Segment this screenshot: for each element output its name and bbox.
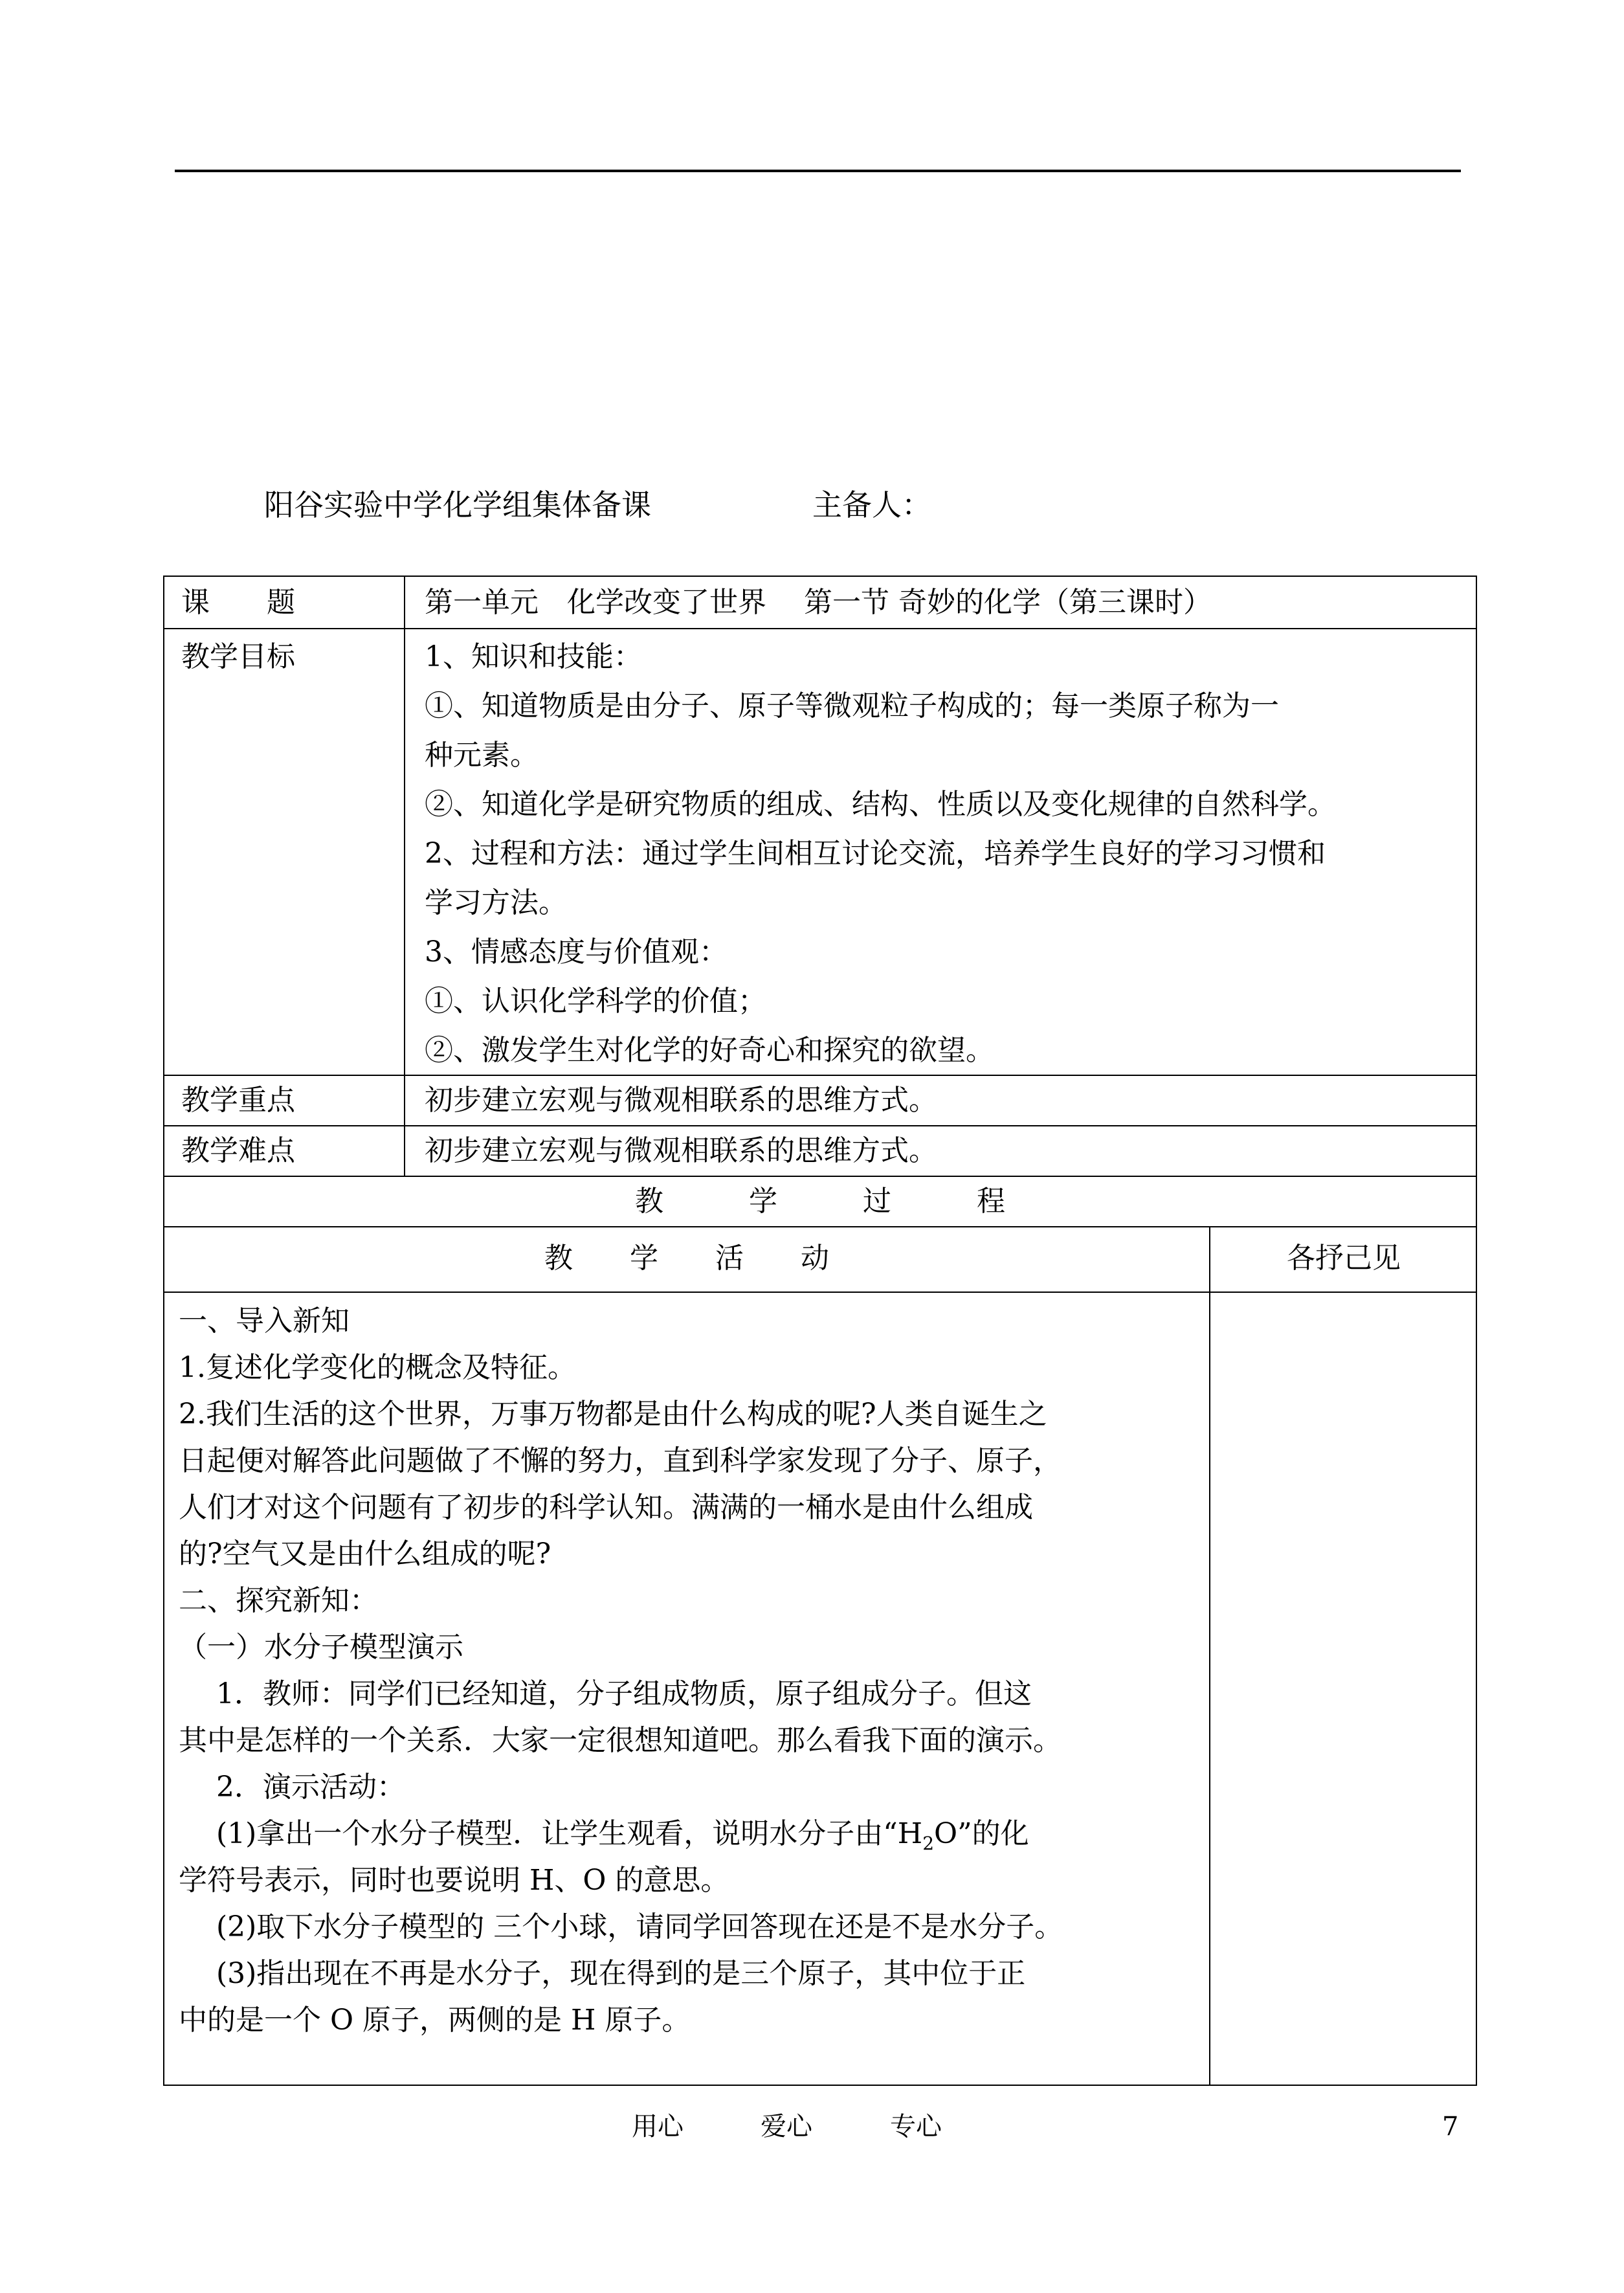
topic-label: 课 题	[181, 586, 295, 619]
process-line: 1．教师：同学们已经知道，分子组成物质，原子组成分子。但这	[179, 1677, 1032, 1710]
process-line: 二、探究新知：	[179, 1584, 378, 1617]
objective-line: 学习方法。	[425, 886, 567, 919]
formula-tail: O”的化	[934, 1817, 1029, 1850]
school-heading: 阳谷实验中学化学组集体备课	[264, 487, 651, 522]
process-line: 2.我们生活的这个世界，万事万物都是由什么构成的呢?人类自诞生之	[179, 1398, 1047, 1431]
col-divider	[1209, 1226, 1210, 2085]
key-point-label: 教学重点	[181, 1084, 295, 1117]
page-number: 7	[1442, 2112, 1459, 2142]
footer-motto-2: 爱心	[761, 2112, 812, 2142]
process-line: 人们才对这个问题有了初步的科学认知。满满的一桶水是由什么组成	[179, 1491, 1033, 1524]
process-line: (2)取下水分子模型的 三个小球，请同学回答现在还是不是水分子。	[179, 1910, 1063, 1943]
process-line: 日起便对解答此问题做了不懈的努力，直到科学家发现了分子、原子，	[179, 1444, 1062, 1477]
difficulty-label: 教学难点	[181, 1134, 295, 1167]
preparer-heading: 主备人：	[812, 487, 931, 522]
process-line: 一、导入新知	[179, 1304, 350, 1337]
objective-line: 1、知识和技能：	[425, 640, 642, 673]
footer-motto-3: 专心	[890, 2112, 942, 2142]
objectives-label: 教学目标	[181, 640, 295, 673]
process-line: 2．演示活动：	[179, 1771, 405, 1804]
process-line: 的?空气又是由什么组成的呢?	[179, 1538, 551, 1571]
difficulty-text: 初步建立宏观与微观相联系的思维方式。	[425, 1134, 937, 1167]
topic-text: 第一单元 化学改变了世界 第一节 奇妙的化学（第三课时）	[425, 586, 1212, 619]
activity-header: 教 学 活 动	[544, 1242, 829, 1275]
col-divider	[404, 577, 405, 1176]
objective-line: ②、激发学生对化学的好奇心和探究的欲望。	[425, 1034, 994, 1067]
key-point-text: 初步建立宏观与微观相联系的思维方式。	[425, 1084, 937, 1117]
process-line: 学符号表示，同时也要说明 H、O 的意思。	[179, 1864, 729, 1897]
process-line: 其中是怎样的一个关系．大家一定很想知道吧。那么看我下面的演示。	[179, 1724, 1062, 1757]
row-divider	[164, 628, 1476, 629]
process-line: 1.复述化学变化的概念及特征。	[179, 1351, 576, 1384]
notes-header: 各抒己见	[1287, 1242, 1401, 1275]
process-title: 教 学 过 程	[635, 1185, 1005, 1218]
process-line: (1)拿出一个水分子模型．让学生观看，说明水分子由“H	[179, 1817, 923, 1850]
objective-line: 3、情感态度与价值观：	[425, 935, 728, 968]
footer-motto-1: 用心	[632, 2112, 684, 2142]
objective-line: ②、知道化学是研究物质的组成、结构、性质以及变化规律的自然科学。	[425, 788, 1336, 821]
objective-line: 种元素。	[425, 739, 539, 772]
row-divider	[164, 1226, 1476, 1227]
process-line: （一）水分子模型演示	[179, 1631, 463, 1664]
objective-line: ①、知道物质是由分子、原子等微观粒子构成的；每一类原子称为一	[425, 689, 1279, 722]
objective-line: 2、过程和方法：通过学生间相互讨论交流，培养学生良好的学习习惯和	[425, 837, 1326, 870]
formula-subscript: 2	[922, 1832, 935, 1854]
row-divider	[164, 1292, 1476, 1293]
objective-line: ①、认识化学科学的价值；	[425, 985, 766, 1018]
lesson-plan-table	[163, 576, 1477, 2086]
process-line: (3)指出现在不再是水分子，现在得到的是三个原子，其中位于正	[179, 1957, 1026, 1990]
header-rule	[175, 170, 1461, 172]
process-line: 中的是一个 O 原子，两侧的是 H 原子。	[179, 2004, 691, 2037]
